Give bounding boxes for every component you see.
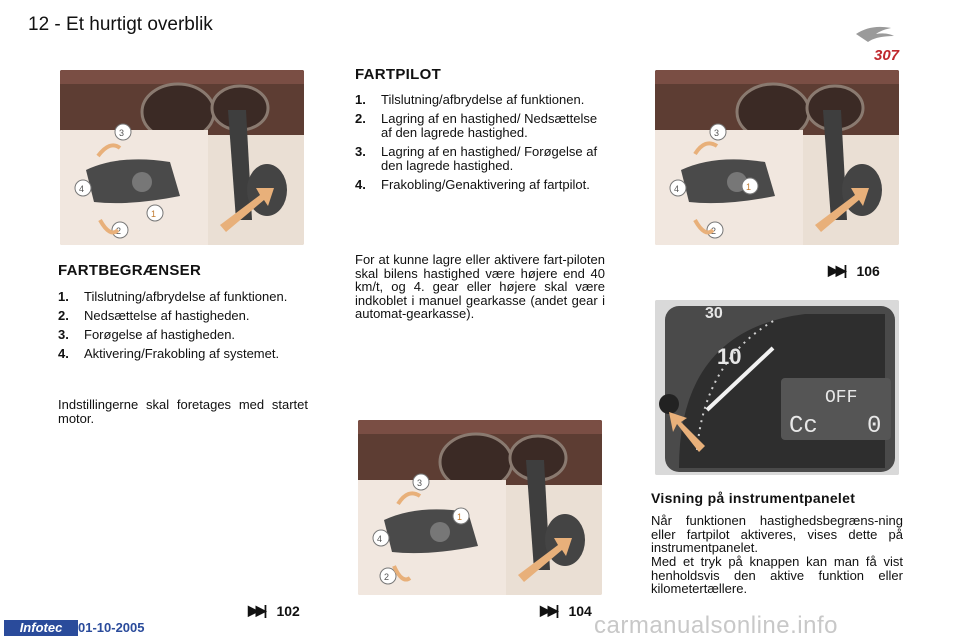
- list-item: 1. Tilslutning/afbrydelse af funktionen.: [355, 92, 585, 107]
- svg-text:3: 3: [417, 478, 423, 488]
- list-item: 4. Frakobling/Genaktivering af fartpilot.: [355, 177, 590, 192]
- display-cc: Cc: [789, 413, 818, 440]
- speed-limiter-list: [58, 290, 308, 366]
- svg-text:3: 3: [714, 128, 720, 138]
- page-ref-102[interactable]: ▶▶| 102: [248, 602, 300, 619]
- list-item: 4. Aktivering/Frakobling af systemet.: [58, 346, 280, 361]
- svg-text:1: 1: [151, 209, 157, 219]
- svg-text:4: 4: [377, 534, 383, 544]
- list-item: 2. Nedsættelse af hastigheden.: [58, 308, 250, 323]
- svg-text:2: 2: [384, 572, 390, 582]
- display-para-1: Når funktionen hastighedsbegræns-ning eller fartpilot aktiveres, vises dette på instrumentpanelet.: [651, 513, 903, 555]
- list-item: 3. Forøgelse af hastigheden.: [58, 327, 236, 342]
- double-arrow-icon: ▶▶|: [248, 602, 265, 618]
- cruise-control-heading: FARTPILOT: [355, 66, 442, 83]
- infotec-logo: Infotec: [4, 620, 78, 636]
- cruise-control-list: [355, 93, 605, 197]
- footer-date: 01-10-2005: [78, 620, 145, 635]
- instrument-panel-photo: [655, 300, 899, 475]
- display-para-2: Med et tryk på knappen kan man få vist henholdsvis den aktive funktion eller kilometertællere.: [651, 554, 903, 596]
- brand-logo-text: 307: [874, 47, 900, 64]
- page-ref-104[interactable]: ▶▶| 104: [540, 602, 592, 619]
- speed-limiter-heading: FARTBEGRÆNSER: [58, 262, 202, 279]
- watermark: carmanualsonline.info: [594, 612, 838, 639]
- double-arrow-icon: ▶▶|: [828, 262, 845, 278]
- display-heading: Visning på instrumentpanelet: [651, 490, 856, 506]
- svg-text:1: 1: [457, 512, 463, 522]
- speed-limiter-note: Indstillingerne skal foretages med startet motor.: [58, 397, 308, 426]
- cruise-control-lever-photo: [358, 420, 602, 595]
- brand-logo: [846, 20, 916, 64]
- list-item: 3. Lagring af en hastighed/ Forøgelse af den lagrede hastighed.: [355, 144, 598, 173]
- speed-limiter-lever-photo: [60, 70, 304, 245]
- svg-text:2: 2: [116, 226, 122, 236]
- svg-text:10: 10: [717, 344, 742, 369]
- display-speed: 0: [867, 413, 882, 440]
- page-ref-106[interactable]: ▶▶| 106: [828, 262, 880, 279]
- svg-text:4: 4: [79, 184, 85, 194]
- cruise-control-note: For at kunne lagre eller aktivere fart-piloten skal bilens hastighed være højere end 40 km/t, og 4. gear eller højere skal være indkoblet i manuel gearkasse (andet gear i automat-gearkasse).: [355, 252, 605, 321]
- cruise-lever-photo-right: [655, 70, 899, 245]
- page-title: 12 - Et hurtigt overblik: [28, 14, 213, 35]
- svg-text:30: 30: [705, 305, 723, 322]
- double-arrow-icon: ▶▶|: [540, 602, 557, 618]
- svg-text:4: 4: [674, 184, 680, 194]
- svg-text:1: 1: [746, 182, 752, 192]
- list-item: 2. Lagring af en hastighed/ Nedsættelse af den lagrede hastighed.: [355, 111, 598, 140]
- display-off: OFF: [825, 388, 858, 408]
- svg-text:3: 3: [119, 128, 125, 138]
- svg-text:2: 2: [711, 226, 717, 236]
- list-item: 1. Tilslutning/afbrydelse af funktionen.: [58, 289, 288, 304]
